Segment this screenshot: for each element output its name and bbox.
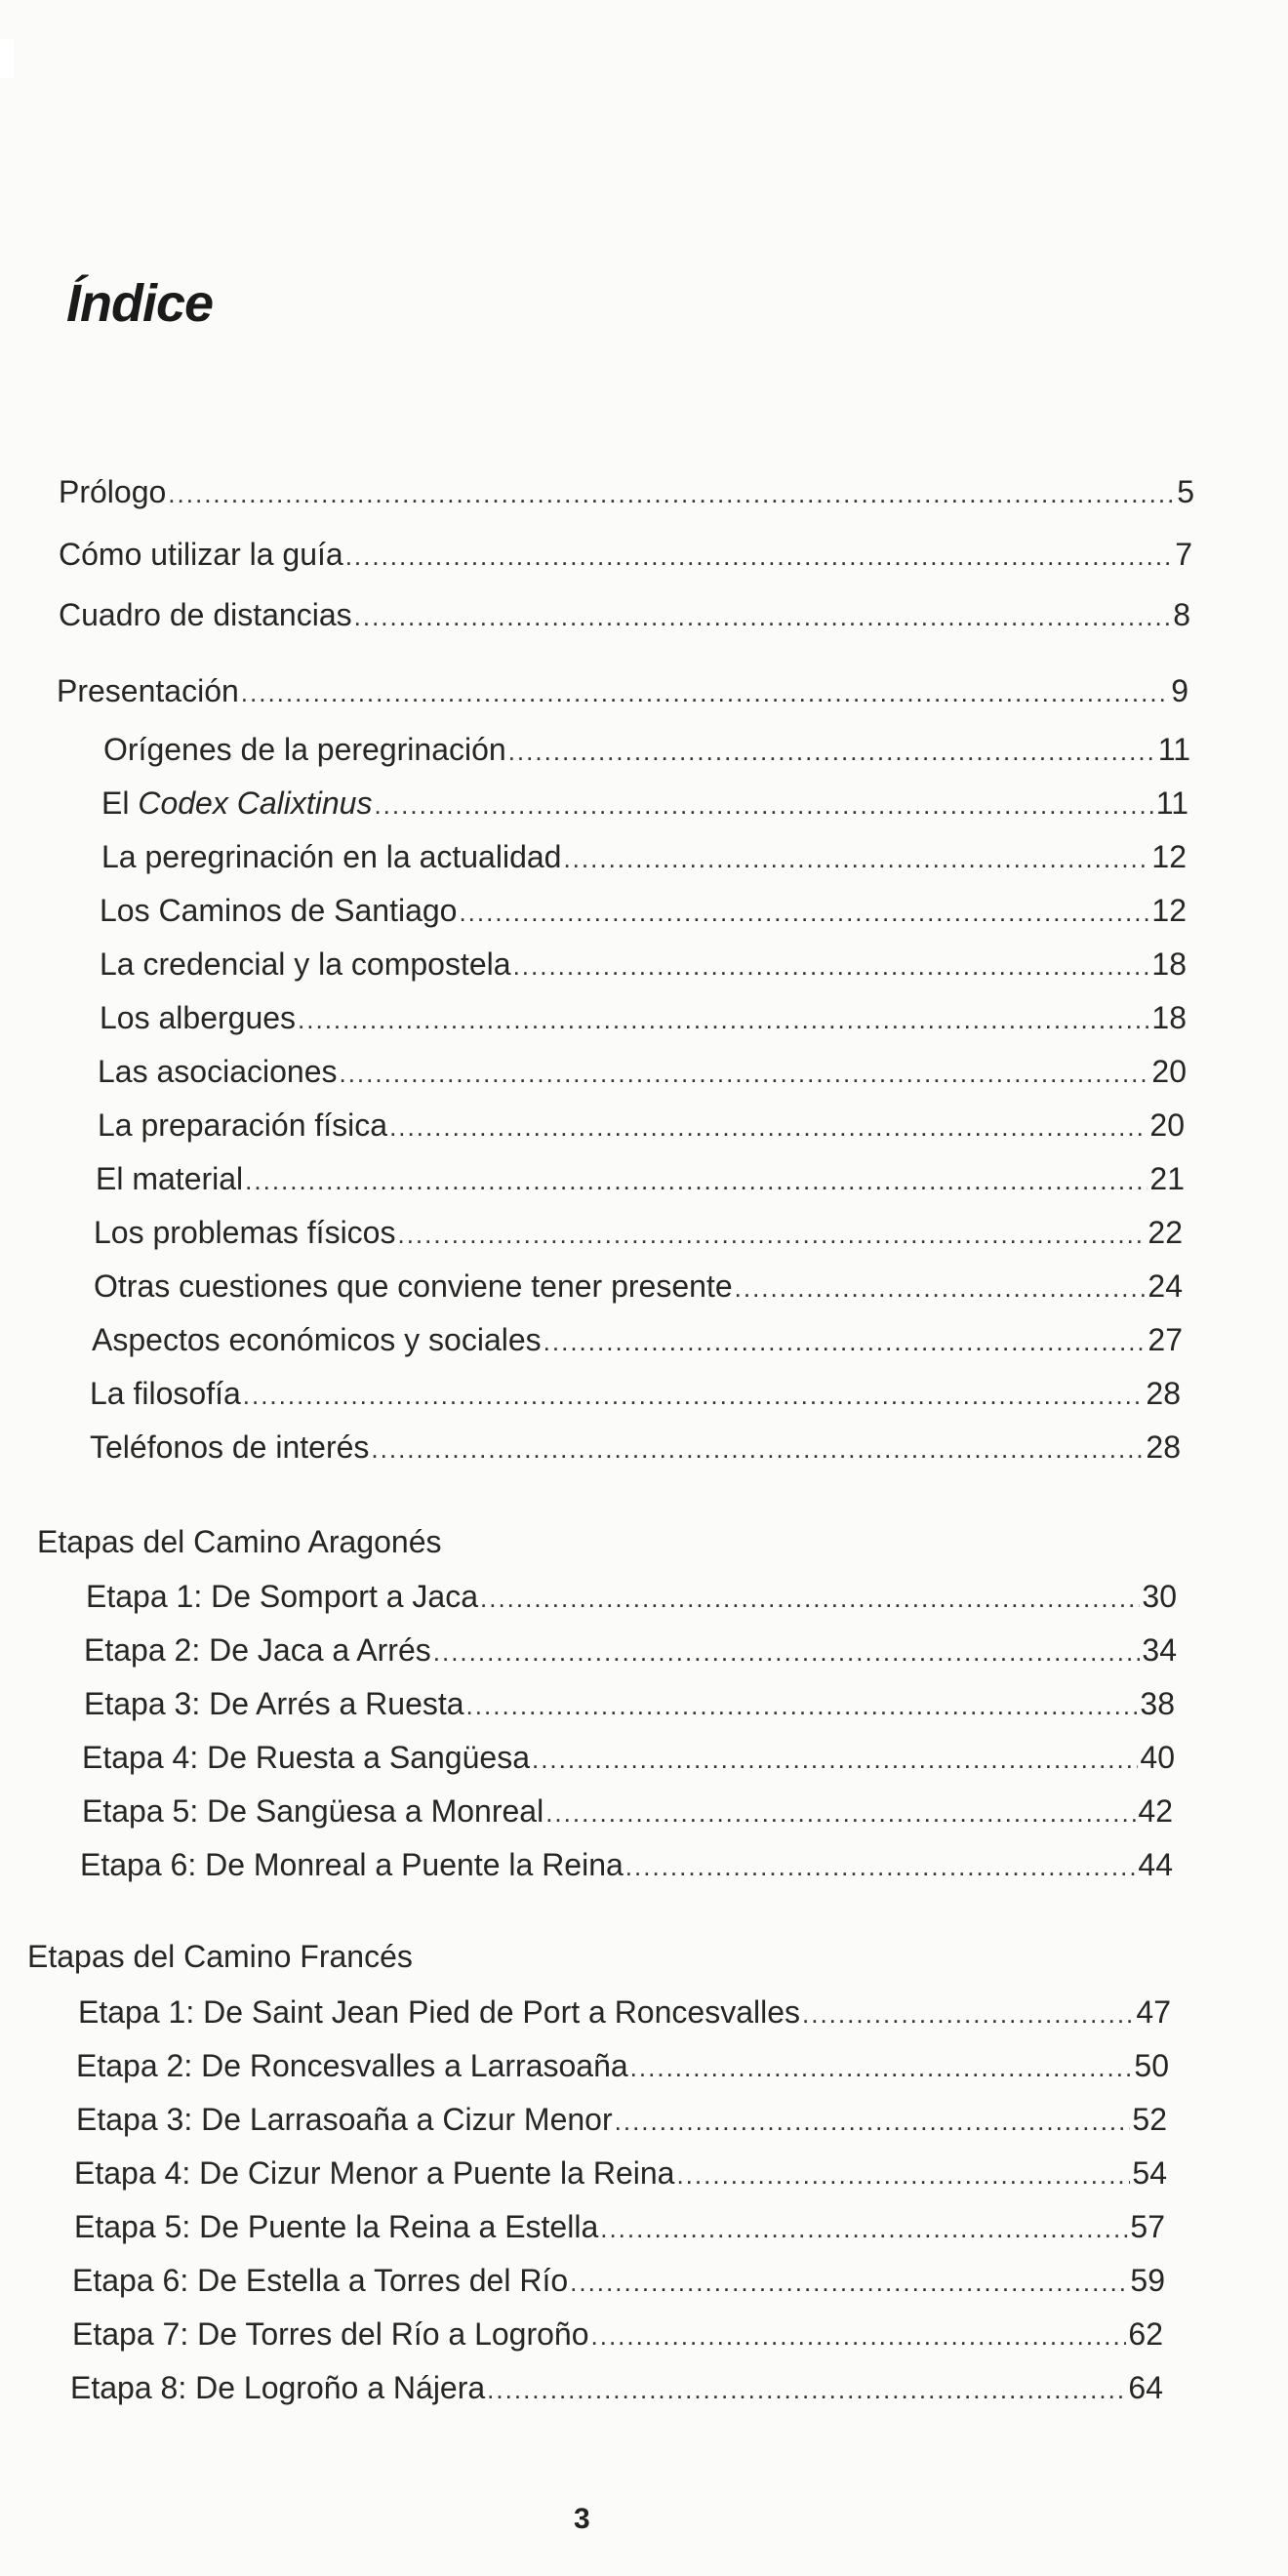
dot-leader: [459, 893, 1149, 932]
toc-etapa-frances[interactable]: [76, 2046, 1169, 2087]
toc-entry-label: Etapa 7: De Torres del Río a Logroño: [72, 2316, 589, 2352]
dot-leader: [676, 2155, 1130, 2194]
toc-entry-label: Cómo utilizar la guía: [59, 537, 343, 572]
toc-entry-como-utilizar[interactable]: [59, 535, 1192, 576]
toc-page-number: 64: [1128, 2370, 1163, 2405]
toc-page-number: 40: [1140, 1740, 1175, 1775]
dot-leader: [513, 946, 1150, 986]
toc-page-number: 28: [1146, 1376, 1181, 1411]
dot-leader: [487, 2370, 1126, 2409]
toc-entry-label: Etapa 5: De Puente la Reina a Estella: [74, 2209, 599, 2244]
toc-entry-label: La preparación física: [98, 1107, 388, 1143]
toc-entry-label: Etapa 4: De Ruesta a Sangüesa: [82, 1740, 530, 1775]
dot-leader: [508, 732, 1156, 771]
toc-page-number: 11: [1155, 785, 1188, 821]
toc-subentry[interactable]: [94, 1267, 1183, 1308]
toc-entry-label: Etapa 6: De Estella a Torres del Río: [72, 2263, 569, 2298]
toc-subentry[interactable]: [98, 1052, 1187, 1093]
dot-leader: [563, 839, 1149, 878]
toc-page-number: 7: [1175, 537, 1192, 572]
toc-subentry[interactable]: [98, 1106, 1185, 1147]
toc-page-number: 62: [1128, 2316, 1163, 2352]
dot-leader: [339, 1054, 1149, 1093]
toc-etapa-aragones[interactable]: [86, 1577, 1177, 1618]
toc-etapa-aragones[interactable]: [80, 1845, 1173, 1886]
toc-entry-label: Etapa 4: De Cizur Menor a Puente la Reina: [74, 2155, 675, 2191]
toc-entry-label: Etapa 8: De Logroño a Nájera: [70, 2370, 486, 2405]
toc-etapa-aragones[interactable]: [84, 1684, 1175, 1725]
toc-etapa-aragones[interactable]: [82, 1738, 1175, 1779]
toc-entry-label: Etapa 1: De Saint Jean Pied de Port a Roncesvalles: [78, 1994, 800, 2030]
toc-entry-presentacion[interactable]: [57, 671, 1188, 712]
dot-leader: [374, 785, 1153, 825]
toc-etapa-aragones[interactable]: [84, 1630, 1177, 1671]
toc-etapa-frances[interactable]: [72, 2261, 1165, 2302]
toc-etapa-frances[interactable]: [78, 1992, 1171, 2033]
section-heading-aragones: Etapas del Camino Aragonés: [37, 1524, 442, 1559]
toc-entry-label: Las asociaciones: [98, 1054, 338, 1089]
toc-entry-label: La filosofía: [90, 1376, 241, 1411]
toc-entry-label: Etapa 2: De Roncesvalles a Larrasoaña: [76, 2048, 628, 2083]
toc-page-number: 42: [1138, 1793, 1173, 1829]
toc-entry-label: Los albergues: [100, 1000, 297, 1035]
toc-entry-label: La peregrinación en la actualidad: [101, 839, 562, 874]
toc-entry-label: Orígenes de la peregrinación: [103, 732, 506, 767]
toc-page-number: 20: [1151, 1054, 1187, 1089]
toc-subentry[interactable]: [92, 1320, 1183, 1361]
toc-entry-label: Etapa 3: De Larrasoaña a Cizur Menor: [76, 2102, 613, 2137]
toc-page-number: 44: [1138, 1847, 1173, 1882]
toc-subentry[interactable]: [100, 945, 1187, 986]
toc-etapa-frances[interactable]: [72, 2314, 1163, 2355]
toc-entry-label-italic: Codex Calixtinus: [138, 785, 373, 821]
toc-page-number: 8: [1173, 597, 1190, 632]
toc-entry-label: Etapa 6: De Monreal a Puente la Reina: [80, 1847, 624, 1882]
toc-etapa-frances[interactable]: [70, 2368, 1163, 2409]
toc-page-number: 21: [1149, 1161, 1185, 1196]
dot-leader: [591, 2316, 1127, 2355]
dot-leader: [389, 1107, 1147, 1147]
dot-leader: [615, 2102, 1131, 2141]
toc-subentry[interactable]: [90, 1374, 1181, 1415]
dot-leader: [371, 1429, 1144, 1469]
toc-page-number: 12: [1151, 893, 1187, 928]
toc-etapa-frances[interactable]: [74, 2207, 1165, 2248]
toc-page-number: 59: [1130, 2263, 1165, 2298]
toc-entry-label-prefix: El: [101, 785, 139, 821]
dot-leader: [241, 673, 1169, 712]
toc-subentry[interactable]: [103, 730, 1190, 771]
page-number-folio: 3: [574, 2503, 590, 2535]
toc-entry-label: El material: [96, 1161, 244, 1196]
toc-entry-prologo[interactable]: [59, 472, 1194, 513]
toc-page-number: 12: [1151, 839, 1187, 874]
dot-leader: [543, 1322, 1147, 1361]
dot-leader: [433, 1632, 1141, 1671]
dot-leader: [243, 1376, 1145, 1415]
toc-entry-label: Etapa 5: De Sangüesa a Monreal: [82, 1793, 544, 1829]
toc-entry-label: Aspectos económicos y sociales: [92, 1322, 542, 1357]
toc-entry-label: Otras cuestiones que conviene tener presente: [94, 1268, 733, 1304]
toc-etapa-aragones[interactable]: [82, 1791, 1173, 1832]
toc-page-number: 9: [1171, 673, 1188, 708]
dot-leader: [397, 1215, 1146, 1254]
dot-leader: [625, 1847, 1137, 1886]
toc-etapa-frances[interactable]: [76, 2100, 1167, 2141]
toc-entry-label: Prólogo: [59, 474, 167, 509]
toc-subentry[interactable]: [101, 784, 1188, 825]
toc-page-number: 34: [1142, 1632, 1177, 1668]
toc-entry-label: Presentación: [57, 673, 239, 708]
dot-leader: [570, 2263, 1128, 2302]
dot-leader: [354, 597, 1172, 636]
dot-leader: [532, 1740, 1138, 1779]
toc-entry-label: Etapa 2: De Jaca a Arrés: [84, 1632, 431, 1668]
page-title: Índice: [66, 274, 214, 333]
toc-page-number: 18: [1151, 1000, 1187, 1035]
dot-leader: [735, 1268, 1147, 1308]
toc-page-number: 54: [1132, 2155, 1167, 2191]
section-heading-frances: Etapas del Camino Francés: [27, 1939, 413, 1974]
toc-entry-label: [101, 784, 372, 823]
toc-entry-label: Etapa 1: De Somport a Jaca: [86, 1579, 478, 1614]
toc-subentry[interactable]: [90, 1428, 1181, 1469]
toc-page-number: 24: [1147, 1268, 1183, 1304]
toc-entry-label: Etapa 3: De Arrés a Ruesta: [84, 1686, 464, 1721]
toc-subentry[interactable]: [100, 891, 1187, 932]
dot-leader: [480, 1579, 1140, 1618]
toc-page-number: 30: [1142, 1579, 1177, 1614]
toc-entry-label: Los Caminos de Santiago: [100, 893, 458, 928]
toc-entry-label: Los problemas físicos: [94, 1215, 396, 1250]
toc-subentry[interactable]: [100, 998, 1187, 1039]
toc-page-number: 57: [1130, 2209, 1165, 2244]
dot-leader: [298, 1000, 1149, 1039]
toc-page-number: 11: [1157, 732, 1190, 767]
toc-page-number: 5: [1177, 474, 1194, 509]
toc-page-number: 20: [1149, 1107, 1185, 1143]
toc-page-number: 22: [1147, 1215, 1183, 1250]
toc-entry-label: Teléfonos de interés: [90, 1429, 370, 1465]
dot-leader: [600, 2209, 1128, 2248]
toc-entry-label: La credencial y la compostela: [100, 946, 511, 982]
toc-page-number: 18: [1151, 946, 1187, 982]
dot-leader: [345, 537, 1174, 576]
toc-page-number: 50: [1134, 2048, 1169, 2083]
toc-entry-label: Cuadro de distancias: [59, 597, 352, 632]
toc-entry-cuadro-distancias[interactable]: [59, 595, 1190, 636]
toc-page-number: 47: [1136, 1994, 1171, 2030]
toc-subentry[interactable]: [96, 1159, 1185, 1200]
toc-page-number: 27: [1147, 1322, 1183, 1357]
dot-leader: [168, 474, 1175, 513]
dot-leader: [630, 2048, 1133, 2087]
dot-leader: [245, 1161, 1147, 1200]
toc-page-number: 28: [1146, 1429, 1181, 1465]
toc-page-number: 38: [1140, 1686, 1175, 1721]
toc-subentry[interactable]: [94, 1213, 1183, 1254]
toc-etapa-frances[interactable]: [74, 2153, 1167, 2194]
toc-page-number: 52: [1132, 2102, 1167, 2137]
dot-leader: [802, 1994, 1134, 2033]
dot-leader: [466, 1686, 1139, 1725]
toc-subentry[interactable]: [101, 837, 1187, 878]
dot-leader: [545, 1793, 1136, 1832]
